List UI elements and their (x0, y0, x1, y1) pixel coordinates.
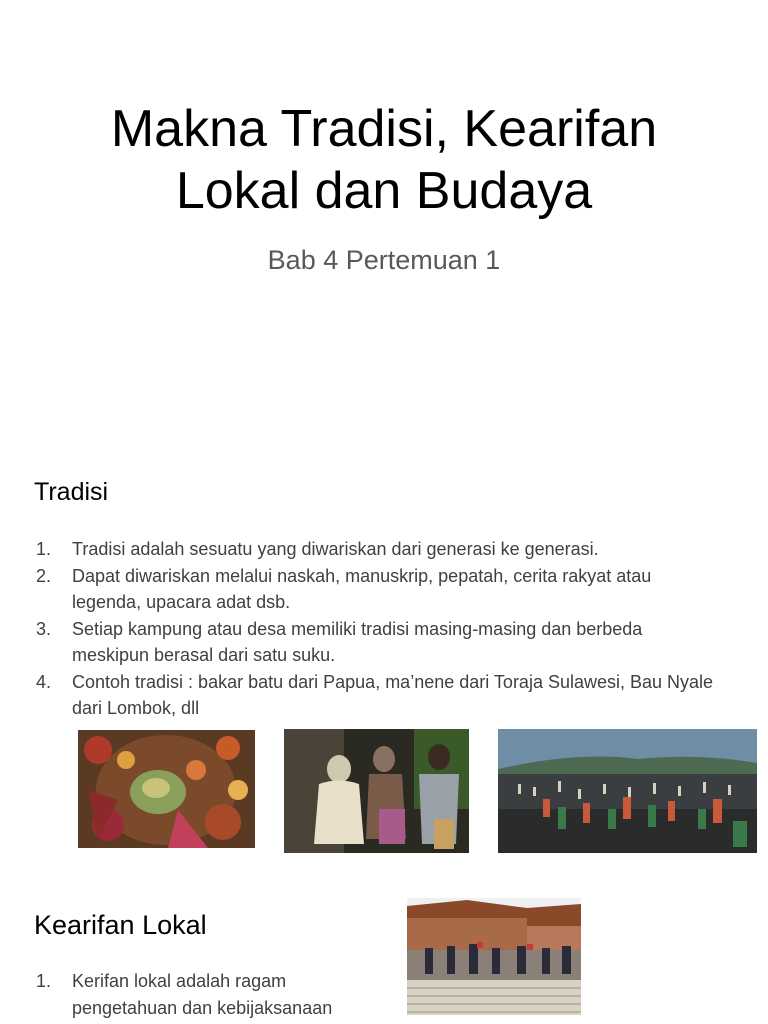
list-number: 1. (36, 539, 52, 559)
kearifan-lokal-slide (0, 870, 768, 1024)
photo-village-gathering (407, 898, 581, 1015)
title-slide (0, 0, 768, 440)
kearifan-list (36, 968, 366, 1021)
list-text: Setiap kampung atau desa memiliki tradisi masing-masing dan berbeda meskipun berasal dari satu suku. (72, 618, 643, 665)
list-item (36, 616, 716, 669)
list-text: Kerifan lokal adalah ragam pengetahuan dan kebijaksanaan (72, 971, 333, 1018)
photo-bakar-batu (78, 730, 255, 848)
section-heading: Tradisi (34, 478, 109, 506)
list-item (36, 536, 716, 563)
list-text: Dapat diwariskan melalui naskah, manuskrip, pepatah, cerita rakyat atau legenda, upacara adat dsb. (72, 565, 652, 612)
list-number: 1. (36, 971, 52, 991)
list-text: Contoh tradisi : bakar batu dari Papua, ma’nene dari Toraja Sulawesi, Bau Nyale dari Lombok, dll (72, 671, 714, 718)
photo-bau-nyale (498, 729, 757, 853)
photo-manene (284, 729, 469, 853)
list-number: 2. (36, 565, 52, 586)
slide-subtitle: Bab 4 Pertemuan 1 (267, 245, 501, 275)
list-item (36, 669, 716, 722)
list-number: 4. (36, 671, 52, 692)
list-item (36, 563, 716, 616)
slide-title (0, 98, 768, 222)
list-text: Tradisi adalah sesuatu yang diwariskan dari generasi ke generasi. (72, 539, 599, 559)
list-item (36, 968, 366, 1021)
list-number: 3. (36, 618, 52, 639)
tradisi-slide (0, 440, 768, 870)
section-heading: Kearifan Lokal (34, 910, 207, 940)
title-line-2: Lokal dan Budaya (175, 162, 593, 220)
tradisi-list (36, 536, 716, 722)
title-line-1: Makna Tradisi, Kearifan (110, 100, 658, 158)
